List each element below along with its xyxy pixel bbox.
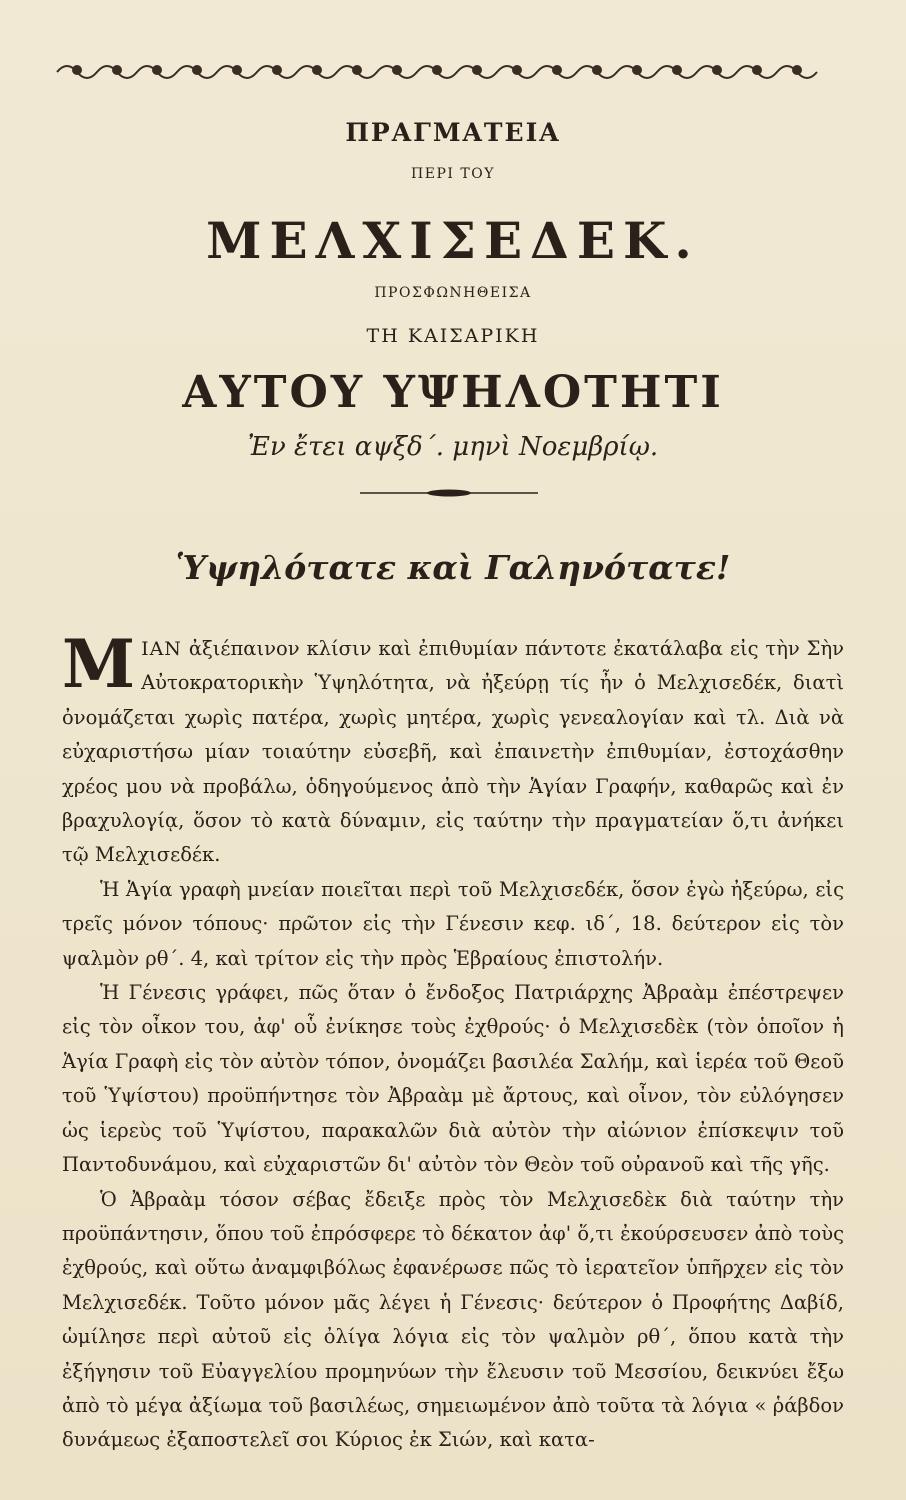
paragraph-2: Ἡ Ἁγία γραφὴ μνείαν ποιεῖται περὶ τοῦ Μελχισεδέκ, ὅσον ἐγὼ ἠξεύρω, εἰς τρεῖς μόνον τόπους· πρῶτον εἰς τὴν Γένεσιν κεφ. ιδ΄, 18. δεύτερον εἰς τὸν ψαλμὸν ρθ΄. 4, καὶ τρίτον εἰς τὴν πρὸς Ἑβραίους ἐπιστολήν. [62, 877, 844, 970]
subtitle-kaisariki: ΤΗ ΚΑΙΣΑΡΙΚΗ [366, 325, 540, 347]
paragraph-1 [62, 625, 844, 873]
paragraph-3: Ἡ Γένεσις γράφει, πῶς ὅταν ὁ ἔνδοξος Πατριάρχης Ἀβραὰμ ἐπέστρεψεν εἰς τὸν οἶκον του, ἀφ' οὗ ἐνίκησε τοὺς ἐχθρούς· ὁ Μελχισεδὲκ (τὸν ὁποῖον ἡ Ἁγία Γραφὴ εἰς τὸν αὐτὸν τόπον, ὀνομάζει βασιλέα Σαλήμ, καὶ ἱερέα τοῦ Θεοῦ τοῦ Ὑψίστου) προϋπήντησε τὸν Ἀβραὰμ μὲ ἄρτους, καὶ οἶνον, τὸν εὐλόγησεν ὡς ἱερεὺς τοῦ Ὑψίστου, παρακαλῶν διὰ αὐτὸν τὴν αἰώνιον ἐπίσκεψιν τοῦ Παντοδυνάμου, καὶ εὐχαριστῶν δι' αὐτὸν τὸν Θεὸν τοῦ οὐρανοῦ καὶ τῆς γῆς. [62, 981, 844, 1177]
subtitle-peri-tou: ΠΕΡΙ ΤΟΥ [411, 166, 495, 182]
date-line: Ἐν ἔτει αψξδ΄. μηνὶ Νοεμβρίῳ. [247, 432, 659, 462]
body-text [62, 625, 844, 1458]
subtitle-prosfonitheisa: ΠΡΟΣΦΩΝΗΘΕΙΣΑ [374, 285, 532, 301]
subtitle-ypsilotiti: ΑΥΤΟΥ ΥΨΗΛΟΤΗΤΙ [182, 367, 724, 418]
title: ΠΡΑΓΜΑΤΕΙΑ [345, 118, 561, 147]
main-name: ΜΕΛΧΙΣΕΔΕΚ. [206, 211, 700, 270]
ornament-band-icon [52, 54, 822, 86]
paragraph-1-text: ἀξιέπαινον κλίσιν καὶ ἐπιθυμίαν πάντοτε ἐκατάλαβα εἰς τὴν Σὴν Αὐτοκρατορικὴν Ὑψηλότητα, νὰ ἠξεύρῃ τίς ἦν ὁ Μελχισεδέκ, διατὶ ὀνομάζεται χωρὶς πατέρα, χωρὶς μητέρα, χωρὶς γενεαλογίαν καὶ τλ. Διὰ νὰ εὐχαριστήσω μίαν τοιαύτην εὐσεβῆ, καὶ ἐπαινετὴν ἐπιθυμίαν, ἐστοχάσθην χρέος μου νὰ προβάλω, ὁδηγούμενος ἀπὸ τὴν Ἁγίαν Γραφήν, καθαρῶς καὶ ἐν βραχυλογίᾳ, ὅσον τὸ κατὰ δύναμιν, εἰς ταύτην τὴν πραγματείαν ὅ,τι ἀνήκει τῷ Μελχισεδέκ. [62, 637, 844, 867]
paragraph-4: Ὁ Ἀβραὰμ τόσον σέβας ἔδειξε πρὸς τὸν Μελχισεδὲκ διὰ ταύτην τὴν προϋπάντησιν, ὅπου τοῦ ἐπρόσφερε τὸ δέκατον ἀφ' ὅ,τι ἐκούρσευσεν ἀπὸ τοὺς ἐχθρούς, καὶ οὕτω ἀναμφιβόλως ἐφανέρωσε πῶς τὸ ἱερατεῖον ὑπῆρχεν εἰς τὸν Μελχισεδέκ. Τοῦτο μόνον μᾶς λέγει ἡ Γένεσις· δεύτερον ὁ Προφήτης Δαβίδ, ὡμίλησε περὶ αὐτοῦ εἰς ὀλίγα λόγια εἰς τὸν ψαλμὸν ρθ΄, ὅπου κατὰ τὴν ἐξήγησιν τοῦ Εὐαγγελίου προμηνύων τὴν ἔλευσιν τοῦ Μεσσίου, δεικνύει ἔξω ἀπὸ τὸ μέγα ἀξίωμα τοῦ βασιλέως, σημειωμένον ἀπὸ τοῦτα τὰ λόγια « ῥάβδον δυνάμεως ἐξαποστελεῖ σοι Κύριος ἐκ Σιών, καὶ κατα- [62, 1187, 844, 1452]
decorative-rule-icon [360, 487, 538, 499]
drop-cap: Μ [62, 625, 136, 703]
paragraph-1-caps: ΙΑΝ [141, 638, 182, 660]
salutation: Ὑψηλότατε καὶ Γαληνότατε! [175, 548, 731, 587]
